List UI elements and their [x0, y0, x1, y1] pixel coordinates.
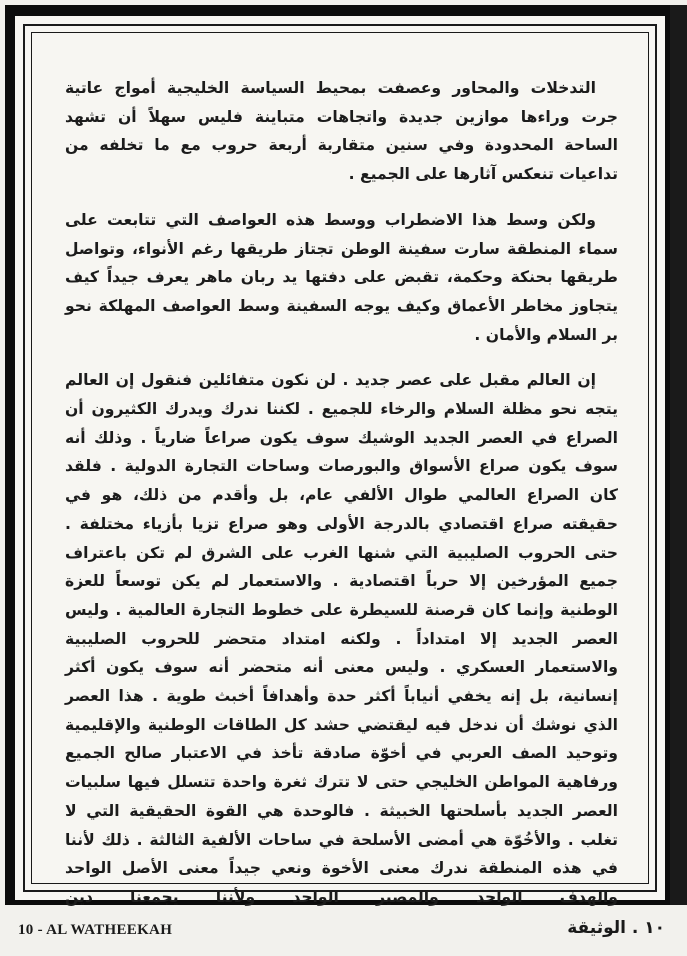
article-body — [65, 74, 618, 912]
footer-page-label-arabic: ١٠ . الوثيقة — [567, 918, 665, 938]
page-footer — [0, 918, 687, 956]
paragraph-1: التدخلات والمحاور وعصفت بمحيط السياسة الخليجية أمواج عاتية جرت وراءها موازين جديدة واتجاهات متباينة فليس سهلاً أن تشهد الساحة المحدودة وفي سنين متقاربة أربعة حروب مع ما تخلفه من تداعيات تنعكس آثارها على الجميع . — [65, 79, 618, 184]
paragraph-2: ولكن وسط هذا الاضطراب ووسط هذه العواصف التي تتابعت على سماء المنطقة سارت سفينة الوطن تجتاز طريقها رغم الأنواء، وتواصل طريقها بحنكة وحكمة، تقبض على دفتها يد ربان ماهر يعرف جيداً كيف يتجاوز مخاطر الأعماق وكيف يوجه السفينة وسط العواصف المهلكة نحو بر السلام والأمان . — [65, 210, 618, 344]
footer-page-label-latin: 10 - AL WATHEEKAH — [18, 922, 173, 938]
page-sheet — [15, 16, 665, 906]
page-frame — [5, 5, 670, 905]
paragraph-3: إن العالم مقبل على عصر جديد . لن نكون متفائلين فنقول إن العالم يتجه نحو مظلة السلام والرخاء للجميع . لكننا ندرك ويدرك الكثيرون أن الصراع في العصر الجديد الوشيك سوف يكون صراعاً ضارياً . وذلك أنه سوف يكون صراع الأسواق والبورصات وساحات التجارة الدولية . فلقد كان الصراع العالمي طوال الألفي عام، بل وأقدم من ذلك، هو في حقيقته صراع اقتصادي بالدرجة الأولى وهو صراع تزيا بأزياء مختلفة . حتى الحروب الصليبية التي شنها الغرب على الشرق لم تكن باعتراف جميع المؤرخين إلا حرباً اقتصادية . والاستعمار لم يكن توسعاً للعزة الوطنية وإنما كان قرصنة للسيطرة على خطوط التجارة العالمية . وليس العصر الجديد إلا امتداداً . ولكنه امتداد متحضر للحروب الصليبية والاستعمار العسكري . وليس معنى أنه متحضر أنه سوف يكون أكثر إنسانية، بل إنه يخفي أنياباً أكثر حدة وأهدافاً أخبث طوية . هذا العصر الذي نوشك أن ندخل فيه ليقتضي حشد كل الطاقات الوطنية والإقليمية وتوحيد الصف العربي في أخوّة صادقة تأخذ في الاعتبار صالح الجميع ورفاهية المواطن الخليجي حتى لا تترك ثغرة واحدة تتسلل فيها سلبيات العصر الجديد بأسلحتها الخبيثة . فالوحدة هي القوة الحقيقية التي لا تغلب . والأخُوّة هي أمضى الأسلحة في ساحات الألفية الثالثة . ذلك لأننا في هذه المنطقة ندرك معنى الأخوة ونعي جيداً معنى الأصل الواحد والهدف الواحد والمصير الواحد ولأننا يجمعنا دين — [65, 371, 618, 906]
scan-edge — [670, 5, 687, 905]
